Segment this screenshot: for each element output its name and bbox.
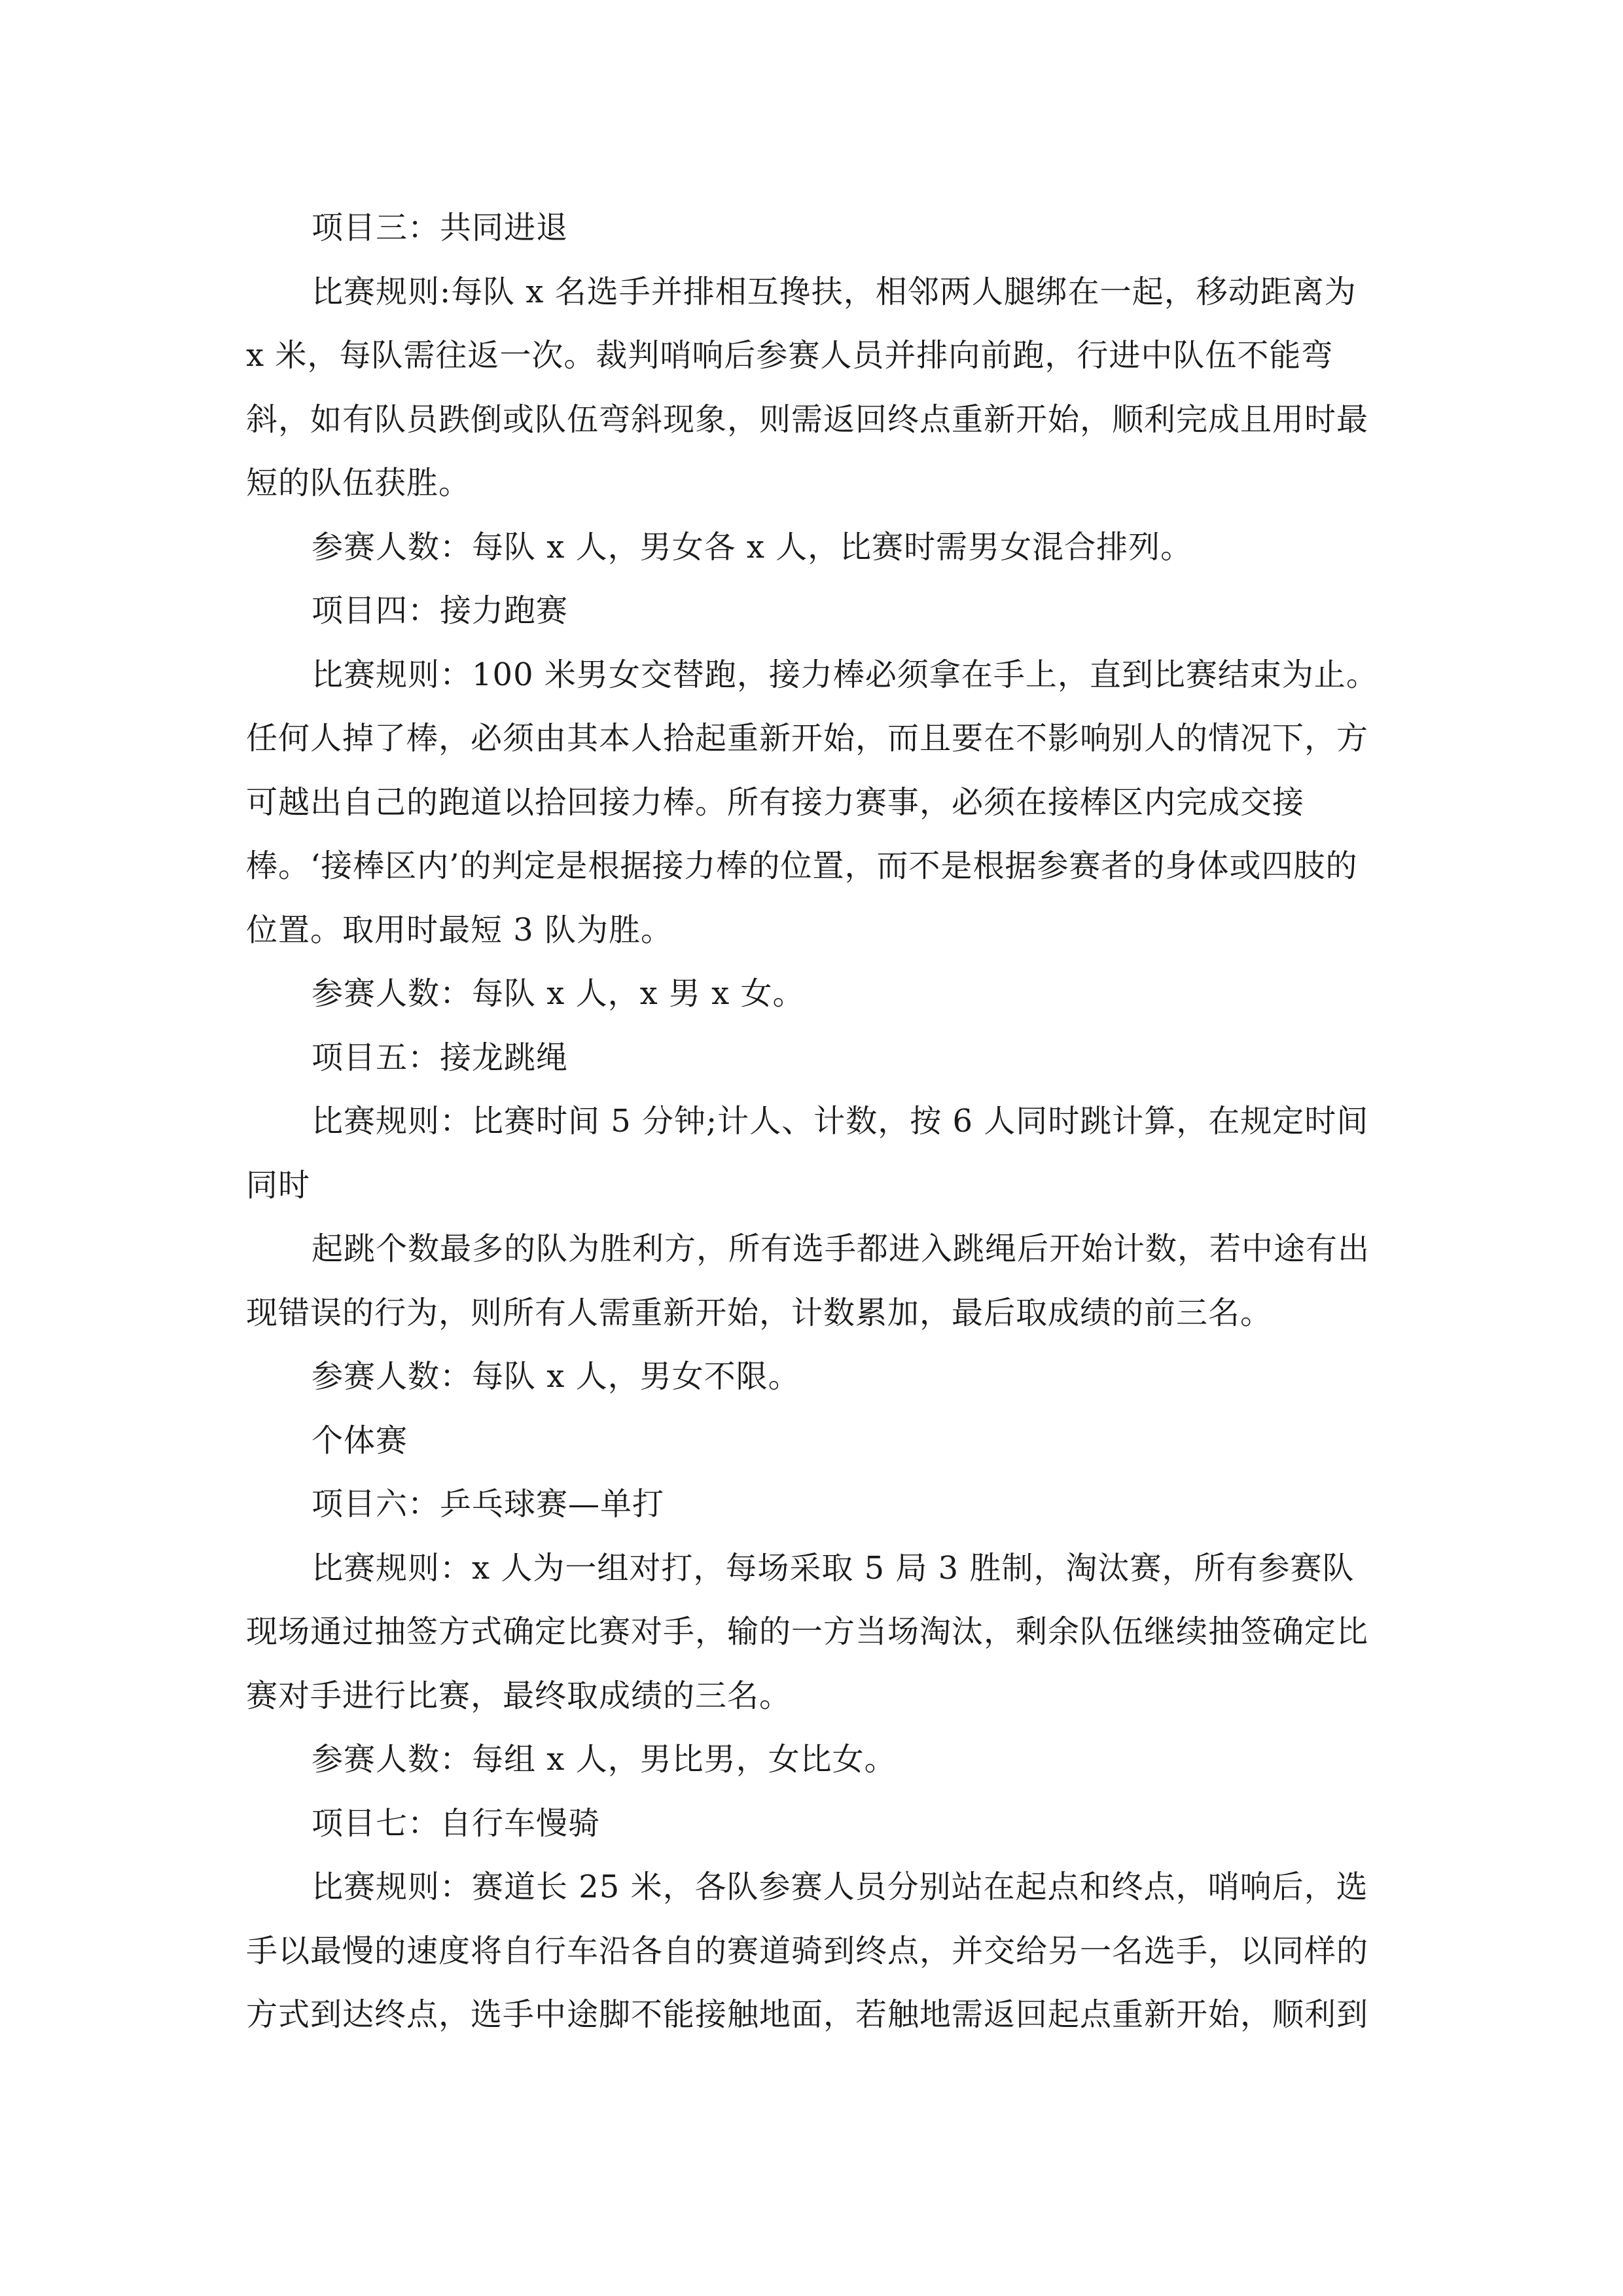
paragraph-rules-7: 比赛规则：赛道长 25 米，各队参赛人员分别站在起点和终点，哨响后，选手以最慢的速度将自行车沿各自的赛道骑到终点，并交给另一名选手，以同样的方式到达终点，选手中途脚不能接触地面，若触地需返回起点重新开始，顺利到	[246, 1869, 1369, 2033]
paragraph-rules-3: 比赛规则:每队 x 名选手并排相互搀扶，相邻两人腿绑在一起，移动距离为 x 米，每队需往返一次。裁判哨响后参赛人员并排向前跑，行进中队伍不能弯斜，如有队员跌倒或队伍弯斜现象，则需返回终点重新开始，顺利完成且用时最短的队伍获胜。	[246, 273, 1369, 501]
paragraph-rules-5-cont: 起跳个数最多的队为胜利方，所有选手都进入跳绳后开始计数，若中途有出现错误的行为，则所有人需重新开始，计数累加，最后取成绩的前三名。	[246, 1230, 1370, 1331]
section-heading-individual: 个体赛	[312, 1422, 408, 1459]
heading-item-7: 项目七：自行车慢骑	[312, 1804, 601, 1842]
paragraph-rules-5: 比赛规则：比赛时间 5 分钟;计人、计数，按 6 人同时跳计算，在规定时间同时	[246, 1103, 1369, 1204]
paragraph-participants-5: 参赛人数：每队 x 人，男女不限。	[312, 1358, 800, 1395]
paragraph-participants-3: 参赛人数：每队 x 人，男女各 x 人，比赛时需男女混合排列。	[312, 528, 1193, 565]
document-body	[246, 196, 1378, 2047]
heading-item-4: 项目四：接力跑赛	[312, 592, 569, 629]
heading-item-5: 项目五：接龙跳绳	[312, 1039, 569, 1076]
paragraph-rules-6: 比赛规则：x 人为一组对打，每场采取 5 局 3 胜制，淘汰赛，所有参赛队现场通过抽签方式确定比赛对手，输的一方当场淘汰，剩余队伍继续抽签确定比赛对手进行比赛，最终取成绩的三名。	[246, 1549, 1369, 1714]
heading-item-3: 项目三：共同进退	[312, 209, 569, 246]
paragraph-participants-4: 参赛人数：每队 x 人，x 男 x 女。	[312, 975, 805, 1012]
paragraph-participants-6: 参赛人数：每组 x 人，男比男，女比女。	[312, 1741, 897, 1778]
paragraph-rules-4: 比赛规则：100 米男女交替跑，接力棒必须拿在手上，直到比赛结束为止。任何人掉了棒，必须由其本人拾起重新开始，而且要在不影响别人的情况下，方可越出自己的跑道以拾回接力棒。所有接力赛事，必须在接棒区内完成交接棒。‘接棒区内’的判定是根据接力棒的位置，而不是根据参赛者的身体或四肢的位置。取用时最短 3 队为胜。	[246, 656, 1378, 948]
heading-item-6: 项目六：乒乓球赛—单打	[312, 1486, 665, 1522]
